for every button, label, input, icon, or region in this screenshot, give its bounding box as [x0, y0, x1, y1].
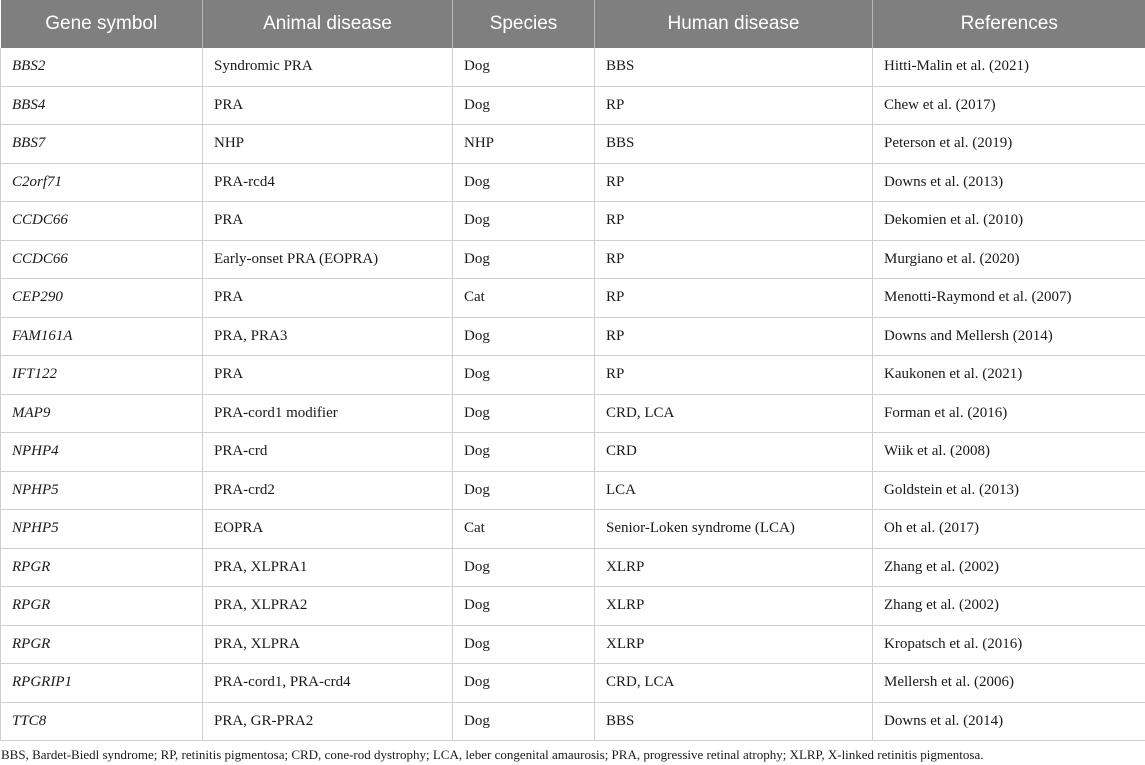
reference-cell: Dekomien et al. (2010): [873, 202, 1145, 241]
human-disease-cell: CRD, LCA: [595, 664, 873, 703]
table-row: [1, 125, 1145, 164]
reference-cell: Kaukonen et al. (2021): [873, 356, 1145, 395]
animal-disease-cell: NHP: [203, 125, 453, 164]
species-cell: Dog: [453, 471, 595, 510]
gene-symbol-cell: NPHP5: [1, 510, 203, 549]
animal-disease-cell: Syndromic PRA: [203, 48, 453, 86]
species-cell: NHP: [453, 125, 595, 164]
table-row: [1, 471, 1145, 510]
reference-cell: Zhang et al. (2002): [873, 587, 1145, 626]
gene-symbol-cell: BBS2: [1, 48, 203, 86]
species-cell: Cat: [453, 510, 595, 549]
table-row: [1, 702, 1145, 741]
animal-disease-cell: PRA-crd: [203, 433, 453, 472]
species-cell: Dog: [453, 548, 595, 587]
reference-cell: Wiik et al. (2008): [873, 433, 1145, 472]
reference-cell: Murgiano et al. (2020): [873, 240, 1145, 279]
table-row: [1, 433, 1145, 472]
table-row: [1, 317, 1145, 356]
table-footnote: BBS, Bardet-Biedl syndrome; RP, retinitis pigmentosa; CRD, cone-rod dystrophy; LCA, leber congenital amaurosis; PRA, progressive retinal atrophy; XLRP, X-linked retinitis pigmentosa.: [1, 747, 984, 762]
table-row: [1, 394, 1145, 433]
table-row: [1, 510, 1145, 549]
animal-disease-cell: PRA: [203, 279, 453, 318]
header-row: [1, 0, 1145, 48]
gene-symbol-cell: CEP290: [1, 279, 203, 318]
table-row: [1, 202, 1145, 241]
gene-symbol-cell: IFT122: [1, 356, 203, 395]
human-disease-cell: RP: [595, 317, 873, 356]
gene-symbol-cell: CCDC66: [1, 240, 203, 279]
gene-symbol-cell: NPHP5: [1, 471, 203, 510]
table-row: [1, 356, 1145, 395]
gene-symbol-cell: CCDC66: [1, 202, 203, 241]
species-cell: Dog: [453, 664, 595, 703]
human-disease-cell: Senior-Loken syndrome (LCA): [595, 510, 873, 549]
species-cell: Dog: [453, 356, 595, 395]
table-body: [1, 48, 1145, 741]
reference-cell: Hitti-Malin et al. (2021): [873, 48, 1145, 86]
gene-symbol-cell: FAM161A: [1, 317, 203, 356]
table-row: [1, 86, 1145, 125]
species-cell: Dog: [453, 317, 595, 356]
reference-cell: Peterson et al. (2019): [873, 125, 1145, 164]
table-row: [1, 240, 1145, 279]
species-cell: Dog: [453, 48, 595, 86]
table-row: [1, 548, 1145, 587]
human-disease-cell: XLRP: [595, 625, 873, 664]
animal-disease-cell: PRA: [203, 86, 453, 125]
species-cell: Dog: [453, 625, 595, 664]
reference-cell: Goldstein et al. (2013): [873, 471, 1145, 510]
gene-symbol-cell: BBS7: [1, 125, 203, 164]
gene-symbol-cell: RPGRIP1: [1, 664, 203, 703]
table-row: [1, 587, 1145, 626]
gene-symbol-cell: MAP9: [1, 394, 203, 433]
reference-cell: Oh et al. (2017): [873, 510, 1145, 549]
gene-symbol-cell: RPGR: [1, 548, 203, 587]
animal-disease-cell: PRA, PRA3: [203, 317, 453, 356]
gene-symbol-cell: BBS4: [1, 86, 203, 125]
reference-cell: Kropatsch et al. (2016): [873, 625, 1145, 664]
species-cell: Dog: [453, 163, 595, 202]
species-cell: Cat: [453, 279, 595, 318]
reference-cell: Downs and Mellersh (2014): [873, 317, 1145, 356]
human-disease-cell: RP: [595, 240, 873, 279]
species-cell: Dog: [453, 702, 595, 741]
species-cell: Dog: [453, 86, 595, 125]
animal-disease-cell: Early-onset PRA (EOPRA): [203, 240, 453, 279]
human-disease-cell: RP: [595, 86, 873, 125]
header-species: Species: [453, 0, 595, 48]
table-row: [1, 48, 1145, 86]
reference-cell: Menotti-Raymond et al. (2007): [873, 279, 1145, 318]
table-header: [1, 0, 1145, 48]
human-disease-cell: RP: [595, 163, 873, 202]
gene-symbol-cell: C2orf71: [1, 163, 203, 202]
animal-disease-cell: PRA-rcd4: [203, 163, 453, 202]
header-animal-disease: Animal disease: [203, 0, 453, 48]
species-cell: Dog: [453, 433, 595, 472]
human-disease-cell: RP: [595, 202, 873, 241]
animal-disease-cell: EOPRA: [203, 510, 453, 549]
reference-cell: Downs et al. (2014): [873, 702, 1145, 741]
gene-symbol-cell: TTC8: [1, 702, 203, 741]
table-row: [1, 279, 1145, 318]
human-disease-cell: RP: [595, 356, 873, 395]
header-human-disease: Human disease: [595, 0, 873, 48]
human-disease-cell: XLRP: [595, 548, 873, 587]
table-row: [1, 664, 1145, 703]
animal-disease-cell: PRA-crd2: [203, 471, 453, 510]
animal-disease-cell: PRA, XLPRA: [203, 625, 453, 664]
gene-symbol-cell: NPHP4: [1, 433, 203, 472]
species-cell: Dog: [453, 240, 595, 279]
human-disease-cell: RP: [595, 279, 873, 318]
human-disease-cell: BBS: [595, 48, 873, 86]
table-row: [1, 625, 1145, 664]
reference-cell: Forman et al. (2016): [873, 394, 1145, 433]
species-cell: Dog: [453, 202, 595, 241]
header-gene-symbol: Gene symbol: [1, 0, 203, 48]
table-row: [1, 163, 1145, 202]
animal-disease-cell: PRA: [203, 202, 453, 241]
animal-disease-cell: PRA-cord1, PRA-crd4: [203, 664, 453, 703]
human-disease-cell: CRD, LCA: [595, 394, 873, 433]
animal-disease-cell: PRA-cord1 modifier: [203, 394, 453, 433]
animal-disease-cell: PRA, XLPRA2: [203, 587, 453, 626]
gene-symbol-cell: RPGR: [1, 625, 203, 664]
header-references: References: [873, 0, 1145, 48]
reference-cell: Downs et al. (2013): [873, 163, 1145, 202]
animal-disease-cell: PRA, GR-PRA2: [203, 702, 453, 741]
reference-cell: Zhang et al. (2002): [873, 548, 1145, 587]
human-disease-cell: BBS: [595, 702, 873, 741]
reference-cell: Chew et al. (2017): [873, 86, 1145, 125]
human-disease-cell: CRD: [595, 433, 873, 472]
animal-disease-cell: PRA, XLPRA1: [203, 548, 453, 587]
species-cell: Dog: [453, 587, 595, 626]
species-cell: Dog: [453, 394, 595, 433]
human-disease-cell: LCA: [595, 471, 873, 510]
human-disease-cell: BBS: [595, 125, 873, 164]
gene-symbol-cell: RPGR: [1, 587, 203, 626]
reference-cell: Mellersh et al. (2006): [873, 664, 1145, 703]
human-disease-cell: XLRP: [595, 587, 873, 626]
animal-disease-cell: PRA: [203, 356, 453, 395]
